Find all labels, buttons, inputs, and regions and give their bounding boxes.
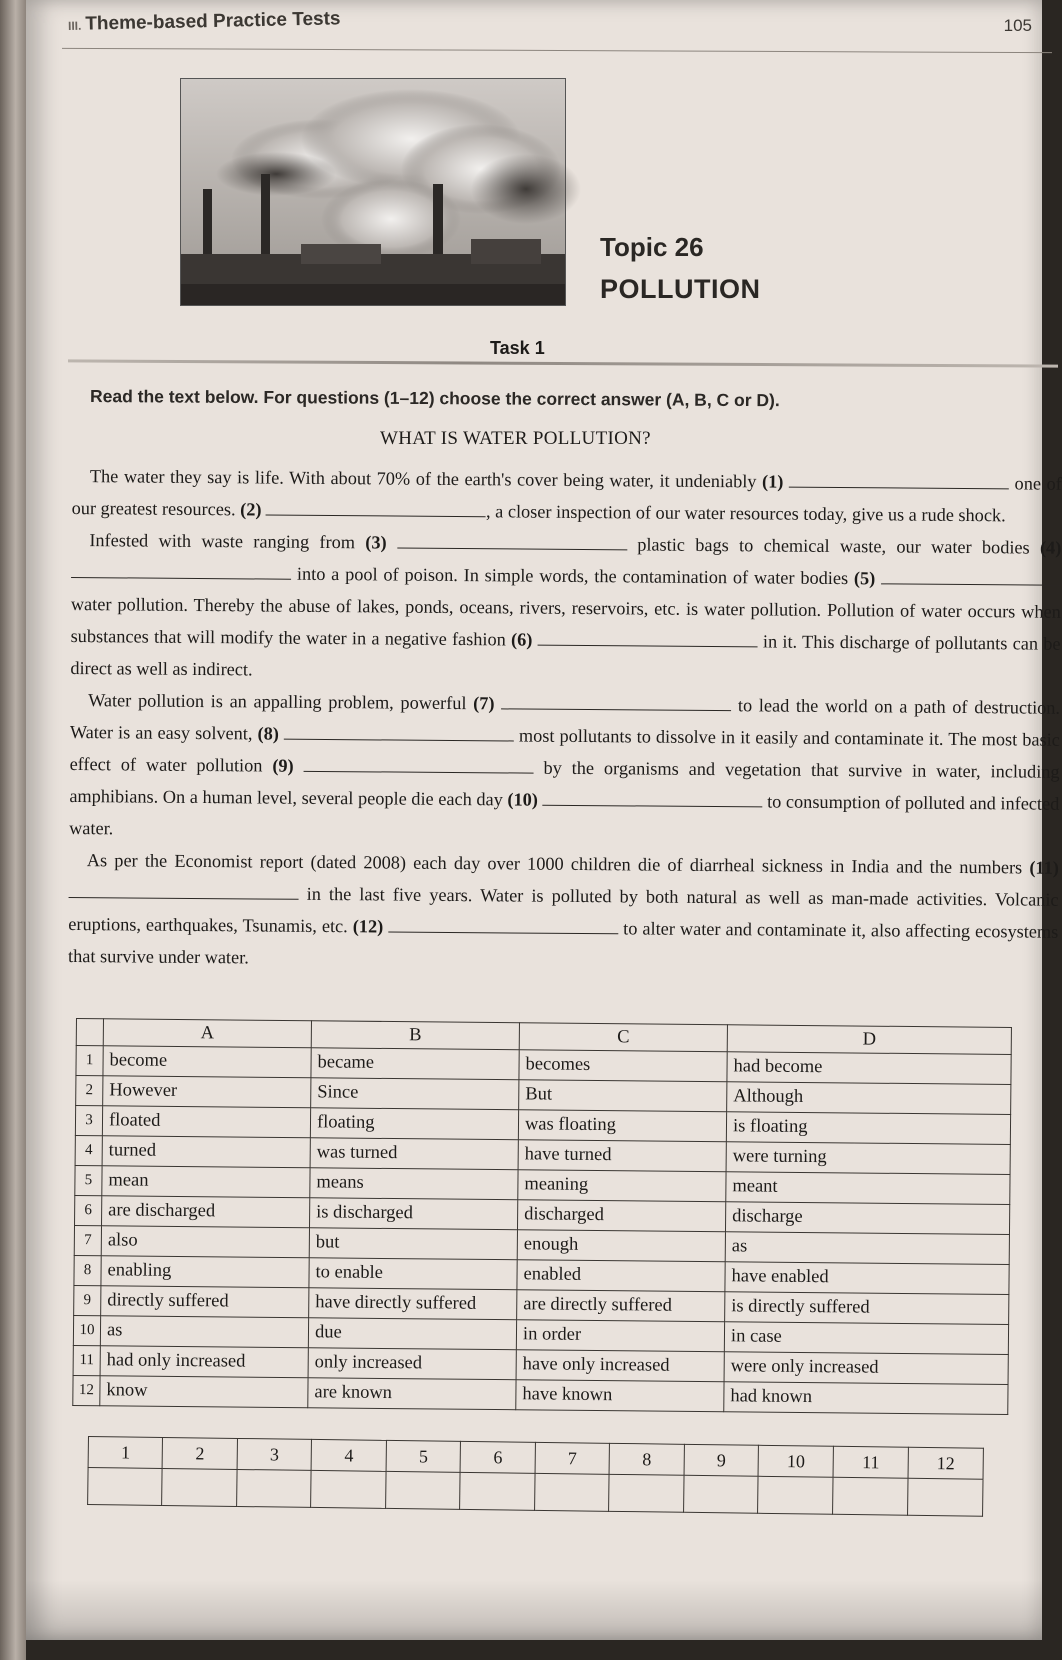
gap-blank[interactable] (69, 879, 299, 900)
gap-blank[interactable] (538, 627, 758, 648)
gap-number: (1) (762, 471, 784, 492)
gap-number: (9) (272, 755, 294, 776)
gap-blank[interactable] (501, 690, 731, 711)
gap-number: (2) (240, 499, 262, 520)
section-roman-numeral: III. (67, 18, 82, 33)
options-row: 9 directly suffered have directly suffered are directly suffered is directly suffered (74, 1285, 1009, 1324)
passage-paragraph-3: Water pollution is an appalling problem, powerful (7) to lead the world on a path of destruction. Water is an easy solvent, (8) most pollutants to dissolve in it easily and contaminate it. The most basic effect of water pollution (9) by the organisms and vegetation that survive in water, including amphibians. On a human level, several people die each day (10) to consumption of polluted and infected water. (69, 690, 1061, 839)
passage-paragraph-2: Infested with waste ranging from (3) plastic bags to chemical waste, our water bodies (4) into a pool of poison. In simple words, the contamination of water bodies (5) water pollution. Thereby the abuse of lakes, ponds, oceans, rivers, reservoirs, etc. is water pollution. Pollution of water occurs when substances that will modify the water in a negative fashion (6) in it. This discharge of pollutants can be direct as well as indirect. (70, 530, 1062, 680)
gap-number: (5) (853, 568, 876, 589)
task-divider (68, 359, 1058, 367)
gap-number: (12) (352, 916, 384, 937)
options-row: 8 enabling to enable enabled have enabled (74, 1255, 1009, 1294)
options-header-c: C (519, 1023, 727, 1052)
options-header-b: B (311, 1021, 519, 1050)
factory-smoke-photo (180, 78, 566, 306)
section-title: Theme-based Practice Tests (85, 8, 341, 35)
answer-cell[interactable] (609, 1474, 684, 1512)
task-instruction: Read the text below. For questions (1–12) choose the correct answer (A, B, C or D). (89, 386, 780, 411)
answer-options-table (72, 1018, 1012, 1415)
gap-blank[interactable] (397, 530, 627, 551)
gap-blank[interactable] (71, 559, 291, 580)
answer-cell[interactable] (758, 1476, 833, 1514)
answer-cell[interactable] (460, 1472, 535, 1510)
gap-blank[interactable] (284, 721, 514, 742)
answer-cell[interactable] (534, 1473, 609, 1511)
gap-blank[interactable] (881, 565, 1061, 585)
answer-cell[interactable] (311, 1470, 386, 1508)
running-header (68, 8, 341, 36)
options-row: 4 turned was turned have turned were turning (75, 1135, 1010, 1174)
gap-number: (3) (365, 532, 387, 553)
gap-number: (6) (511, 629, 533, 650)
answer-cell[interactable] (833, 1477, 908, 1515)
options-header-d: D (727, 1025, 1011, 1055)
topic-number: Topic 26 (600, 232, 704, 262)
options-row: 12 know are known have known had known (73, 1375, 1008, 1414)
options-row: 3 floated floating was floating is floating (75, 1106, 1010, 1145)
answer-cell[interactable] (162, 1468, 237, 1506)
answer-cell[interactable] (88, 1468, 163, 1506)
gap-blank[interactable] (789, 469, 1009, 490)
reading-passage (68, 460, 1062, 980)
gap-blank[interactable] (266, 497, 486, 518)
options-header-number (76, 1019, 103, 1046)
passage-paragraph-1: The water they say is life. With about 70% of the earth's cover being water, it undeniably (1) one of our greatest resources. (2) , a closer inspection of our water resources today, give us a rude shock. (71, 466, 1062, 526)
header-divider (62, 48, 1052, 53)
options-row: 11 had only increased only increased have only increased were only increased (73, 1345, 1008, 1384)
gap-blank[interactable] (542, 787, 762, 808)
passage-paragraph-4: As per the Economist report (dated 2008) each day over 1000 children die of diarrheal sickness in India and the numbers (11) in the last five years. Water is polluted by both natural as well as man-made activities. Volcanic eruptions, earthquakes, Tsunamis, etc. (12) to alter water and contaminate it, also affecting ecosystems that survive under water. (68, 850, 1059, 968)
gap-blank[interactable] (304, 753, 534, 774)
task-label: Task 1 (490, 338, 545, 358)
options-header-a: A (103, 1019, 311, 1048)
options-row: 7 also but enough as (74, 1225, 1009, 1264)
options-row: 1 become became becomes had become (76, 1046, 1011, 1085)
options-row: 10 as due in order in case (73, 1315, 1008, 1354)
textbook-page (26, 0, 1062, 1640)
gap-number: (10) (507, 789, 538, 810)
topic-title: POLLUTION (600, 274, 761, 304)
options-row: 2 However Since But Although (76, 1076, 1011, 1115)
answer-cell[interactable] (683, 1475, 758, 1513)
reading-text-title: WHAT IS WATER POLLUTION? (380, 428, 651, 449)
page-bottom-shadow (26, 1580, 1042, 1640)
options-row: 5 mean means meaning meant (75, 1165, 1010, 1204)
book-binding-edge (0, 0, 26, 1660)
gap-number: (11) (1029, 857, 1059, 878)
page-number: 105 (1003, 16, 1032, 35)
answer-cell[interactable] (386, 1471, 461, 1509)
gap-number: (8) (257, 723, 279, 744)
answer-grid (87, 1436, 984, 1517)
options-row: 6 are discharged is discharged discharged discharge (75, 1195, 1010, 1234)
answer-cell[interactable] (237, 1469, 312, 1507)
gap-blank[interactable] (388, 913, 618, 934)
gap-number: (7) (473, 693, 495, 714)
gap-number: (4) (1039, 537, 1062, 558)
answer-grid-numbers: 1 2 3 4 5 6 7 8 9 10 11 12 (88, 1437, 983, 1480)
answer-cell[interactable] (908, 1478, 983, 1516)
